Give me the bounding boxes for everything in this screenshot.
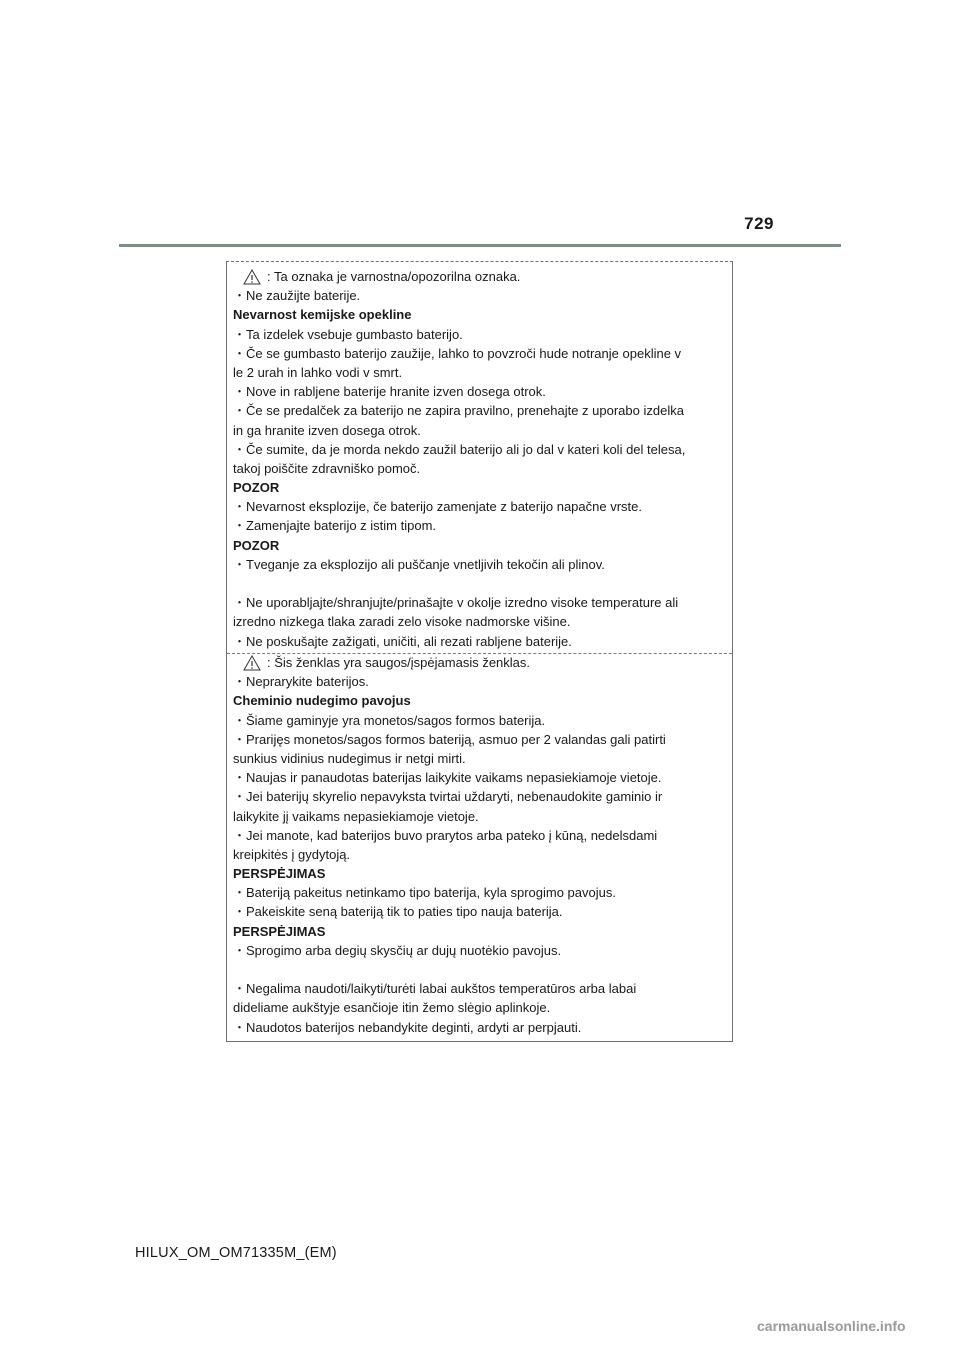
heading-line: POZOR [233,480,280,496]
text-line: ・Ne zaužijte baterije. [233,288,361,304]
text-line: laikykite jį vaikams nepasiekiamoje vietoje. [233,808,479,824]
section-lithuanian [233,653,723,1037]
text-line: kreipkitės į gydytoją. [233,846,351,862]
warning-note-sl [233,267,723,286]
battery-warning-box [226,261,733,1042]
heading-line: POZOR [233,537,280,553]
heading-line: PERSPĖJIMAS [233,866,326,882]
text-line: ・Naujas ir panaudotas baterijas laikykite vaikams nepasiekiamoje vietoje. [233,770,662,786]
heading-line: Nevarnost kemijske opekline [233,307,412,323]
heading-line: PERSPĖJIMAS [233,923,326,939]
text-line: le 2 urah in lahko vodi v smrt. [233,364,403,380]
page-number: 729 [744,214,774,233]
text-line: ・Šiame gaminyje yra monetos/sagos formos baterija. [233,712,546,728]
header-rule [119,244,841,247]
footer-document-code: HILUX_OM_OM71335M_(EM) [135,1245,337,1261]
text-line: in ga hranite izven dosega otrok. [233,422,421,438]
warning-triangle-icon [243,655,261,671]
text-line: ・Nove in rabljene baterije hranite izven dosega otrok. [233,384,546,400]
text-line: ・Če se gumbasto baterijo zaužije, lahko to povzroči hude notranje opekline v [233,345,682,361]
text-line: ・Negalima naudoti/laikyti/turėti labai aukštos temperatūros arba labai [233,981,637,997]
text-line: ・Če se predalček za baterijo ne zapira pravilno, prenehajte z uporabo izdelka [233,403,684,419]
text-line: izredno nizkega tlaka zaradi zelo visoke nadmorske višine. [233,614,571,630]
text-line: ・Pakeiskite seną bateriją tik to paties tipo nauja baterija. [233,904,563,920]
heading-line: Cheminio nudegimo pavojus [233,693,411,709]
text-line: ・Neprarykite baterijos. [233,674,369,690]
text-line: ・Ne uporabljajte/shranjujte/prinašajte v okolje izredno visoke temperature ali [233,595,679,611]
warning-note-text: : Ta oznaka je varnostna/opozorilna oznaka. [267,269,521,284]
text-line: ・Bateriją pakeitus netinkamo tipo baterija, kyla sprogimo pavojus. [233,885,616,901]
text-line: ・Ne poskušajte zažigati, uničiti, ali rezati rabljene baterije. [233,633,572,649]
text-line: ・Nevarnost eksplozije, če baterijo zamenjate z baterijo napačne vrste. [233,499,642,515]
text-line: ・Sprogimo arba degių skysčių ar dujų nuotėkio pavojus. [233,942,562,958]
text-line: dideliame aukštyje esančioje itin žemo slėgio aplinkoje. [233,1000,551,1016]
text-line: ・Ta izdelek vsebuje gumbasto baterijo. [233,326,463,342]
text-line: ・Naudotos baterijos nebandykite deginti, ardyti ar perpjauti. [233,1019,582,1035]
text-line: ・Prarijęs monetos/sagos formos bateriją, asmuo per 2 valandas gali patirti [233,731,666,747]
text-line: ・Zamenjajte baterijo z istim tipom. [233,518,437,534]
warning-triangle-icon [243,269,261,285]
warning-note-text: : Šis ženklas yra saugos/įspėjamasis ženklas. [267,655,531,670]
spacer-line [233,960,723,979]
warning-note-lt [233,653,723,672]
section-slovenian [233,267,723,651]
text-line: ・Tveganje za eksplozijo ali puščanje vnetljivih tekočin ali plinov. [233,556,605,572]
text-line: ・Jei manote, kad baterijos buvo prarytos arba pateko į kūną, nedelsdami [233,827,658,843]
text-line: takoj poiščite zdravniško pomoč. [233,460,421,476]
text-line: ・Če sumite, da je morda nekdo zaužil baterijo ali jo dal v kateri koli del telesa, [233,441,686,457]
spacer-line [233,574,723,593]
text-line: ・Jei baterijų skyrelio nepavyksta tvirtai uždaryti, nebenaudokite gaminio ir [233,789,663,805]
text-line: sunkius vidinius nudegimus ir netgi mirti. [233,750,466,766]
watermark: carmanualsonline.info [757,1318,906,1334]
